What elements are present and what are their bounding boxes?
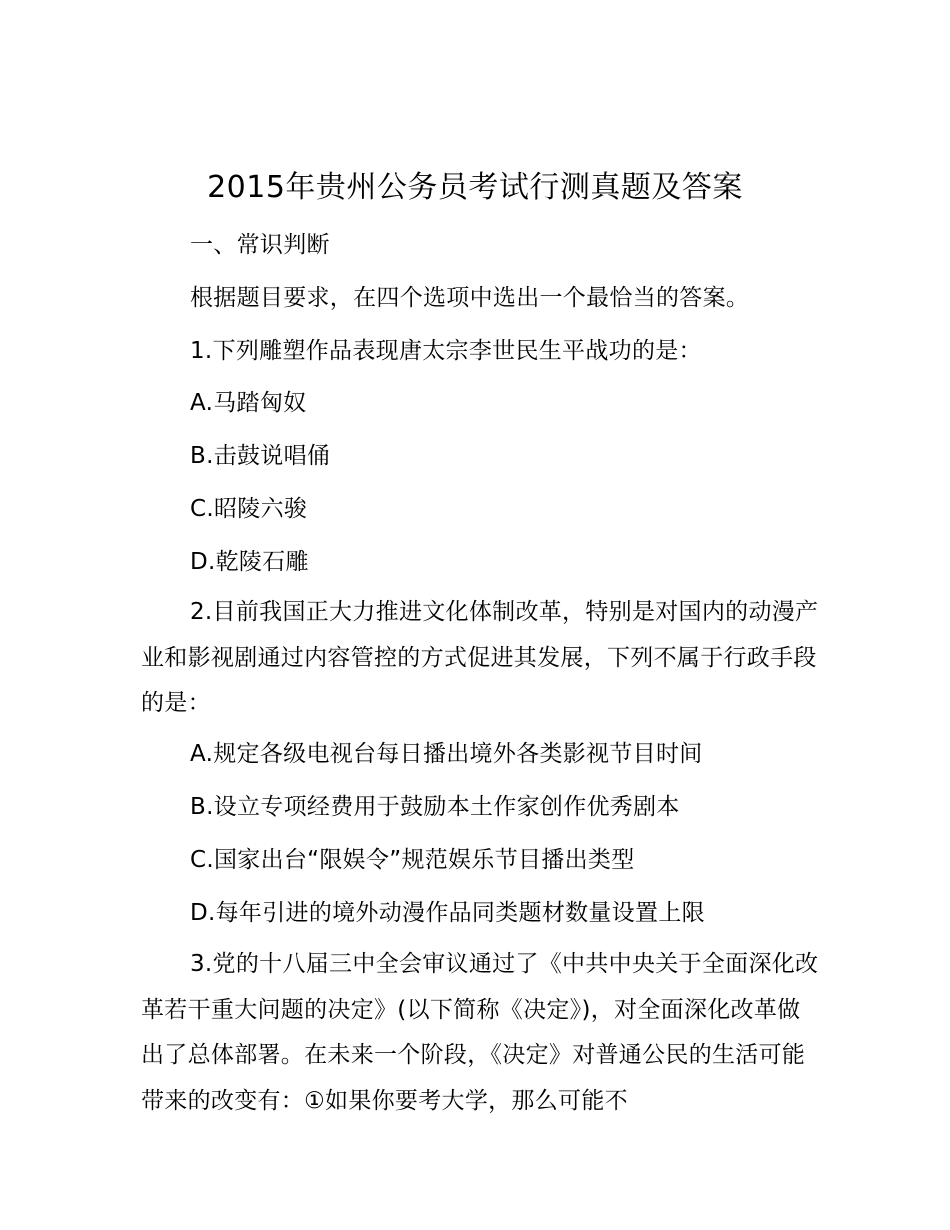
question-2-option-a: A.规定各级电视台每日播出境外各类影视节目时间 [190,741,703,767]
section-heading: 一、常识判断 [190,232,330,258]
question-1-option-b: B.击鼓说唱俑 [190,443,331,469]
question-2-option-d: D.每年引进的境外动漫作品同类题材数量设置上限 [190,900,705,926]
question-1-option-a: A.马踏匈奴 [190,390,307,416]
question-1-option-c: C.昭陵六骏 [190,496,308,522]
question-2-option-c: C.国家出台“限娱令”规范娱乐节目播出类型 [190,847,635,873]
question-3-stem: 3.党的十八届三中全会审议通过了《中共中央关于全面深化改革若干重大问题的决定》(以下简称《决定》)，对全面深化改革做出了总体部署。在未来一个阶段，《决定》对普通公民的生活可能带来的改变有：①如果你要考大学，那么可能不 [141,951,819,1114]
document-title: 2015年贵州公务员考试行测真题及答案 [207,170,743,205]
question-2-stem: 2.目前我国正大力推进文化体制改革，特别是对国内的动漫产业和影视剧通过内容管控的方式促进其发展，下列不属于行政手段的是： [141,599,819,716]
instructions-text: 根据题目要求，在四个选项中选出一个最恰当的答案。 [190,285,750,311]
question-1-option-d: D.乾陵石雕 [190,549,309,575]
question-1-stem: 1.下列雕塑作品表现唐太宗李世民生平战功的是： [190,338,702,364]
question-2-option-b: B.设立专项经费用于鼓励本土作家创作优秀剧本 [190,794,680,820]
